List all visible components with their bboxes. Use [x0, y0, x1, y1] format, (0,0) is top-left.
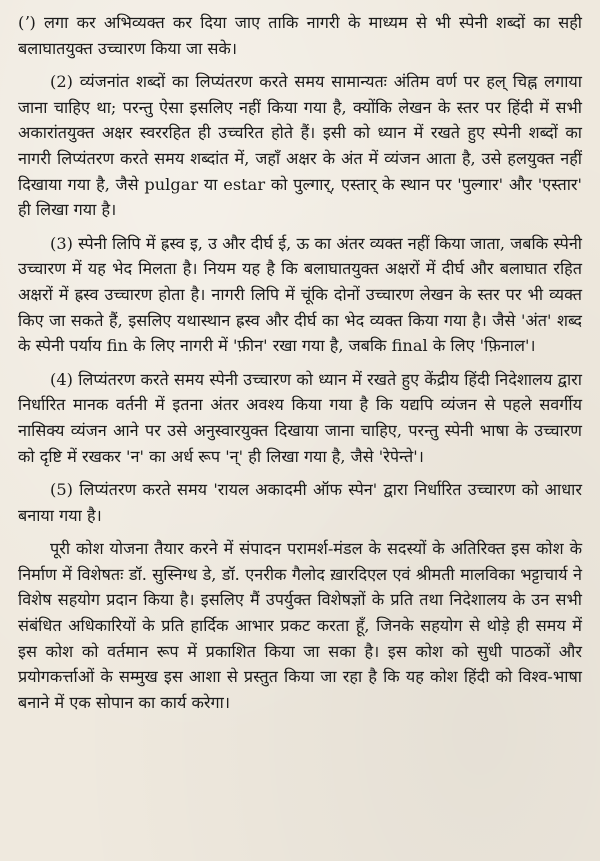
paragraph-acknowledgement: पूरी कोश योजना तैयार करने में संपादन परामर्श-मंडल के सदस्यों के अतिरिक्त इस कोश के निर्माण में विशेषतः डॉ. सुस्निग्ध डे, डॉ. एनरीक गैलोद ख़ारदिएल एवं श्रीमती मालविका भट्टाचार्य ने विशेष सहयोग प्रदान किया है। इसलिए मैं उपर्युक्त विशेषज्ञों के प्रति तथा निदेशालय के उन सभी संबंधित अधिकारियों के प्रति हार्दिक आभार प्रकट करता हूँ, जिनके सहयोग से थोड़े ही समय में इस कोश को वर्तमान रूप में प्रकाशित किया जा सका है। इस कोश को सुधी पाठकों और प्रयोगकर्त्ताओं के सम्मुख इस आशा से प्रस्तुत किया जा रहा है कि यह कोश हिंदी को विश्व-भाषा बनाने में एक सोपान का कार्य करेगा। — [18, 539, 582, 712]
paragraph-rule-5: (5) लिप्यंतरण करते समय 'रायल अकादमी ऑफ स्पेन' द्वारा निर्धारित उच्चारण को आधार बनाया गया है। — [18, 480, 582, 525]
paragraph-continuation: (ʼ) लगा कर अभिव्यक्त कर दिया जाए ताकि नागरी के माध्यम से भी स्पेनी शब्दों का सही बलाघातयुक्त उच्चारण किया जा सके। — [18, 13, 582, 58]
paragraph-rule-4: (4) लिप्यंतरण करते समय स्पेनी उच्चारण को ध्यान में रखते हुए केंद्रीय हिंदी निदेशालय द्वारा निर्धारित मानक वर्तनी में इतना अंतर अवश्य किया गया है कि यद्यपि व्यंजन से पहले सवर्गीय नासिक्य व्यंजन आने पर उसे अनुस्वारयुक्त दिखाया जाना चाहिए, परन्तु स्पेनी भाषा के उच्चारण को दृष्टि में रखकर 'न' का अर्ध रूप 'न्' ही लिखा गया है, जैसे 'रेपेन्ते'। — [18, 369, 582, 466]
paragraph-rule-2: (2) व्यंजनांत शब्दों का लिप्यंतरण करते समय सामान्यतः अंतिम वर्ण पर हल् चिह्न लगाया जाना चाहिए था; परन्तु ऐसा इसलिए नहीं किया गया है, क्योंकि लेखन के स्तर पर हिंदी में सभी अकारांतयुक्त अक्षर स्वररहित ही उच्चरित होते हैं। इसी को ध्यान में रखते हुए स्पेनी शब्दों का नागरी लिप्यंतरण करते समय शब्दांत में, जहाँ अक्षर के अंत में व्यंजन आता है, उसे हलयुक्त नहीं दिखाया गया है, जैसे pulgar या estar को पुल्गार्, एस्तार् के स्थान पर 'पुल्गार' और 'एस्तार' ही लिखा गया है। — [18, 72, 582, 220]
paragraph-rule-3: (3) स्पेनी लिपि में ह्रस्व इ, उ और दीर्घ ई, ऊ का अंतर व्यक्त नहीं किया जाता, जबकि स्पेनी उच्चारण में यह भेद मिलता है। नियम यह है कि बलाघातयुक्त अक्षरों में दीर्घ और बलाघात रहित अक्षरों में ह्रस्व उच्चारण होता है। नागरी लिपि में चूंकि दोनों उच्चारण लेखन के स्तर पर भी व्यक्त किए जा सकते हैं, इसलिए यथास्थान ह्रस्व और दीर्घ का भेद व्यक्त किया गया है। जैसे 'अंत' शब्द के स्पेनी पर्याय fin के लिए नागरी में 'फ़ीन' रखा गया है, जबकि final के लिए 'फ़िनाल'। — [18, 233, 582, 356]
